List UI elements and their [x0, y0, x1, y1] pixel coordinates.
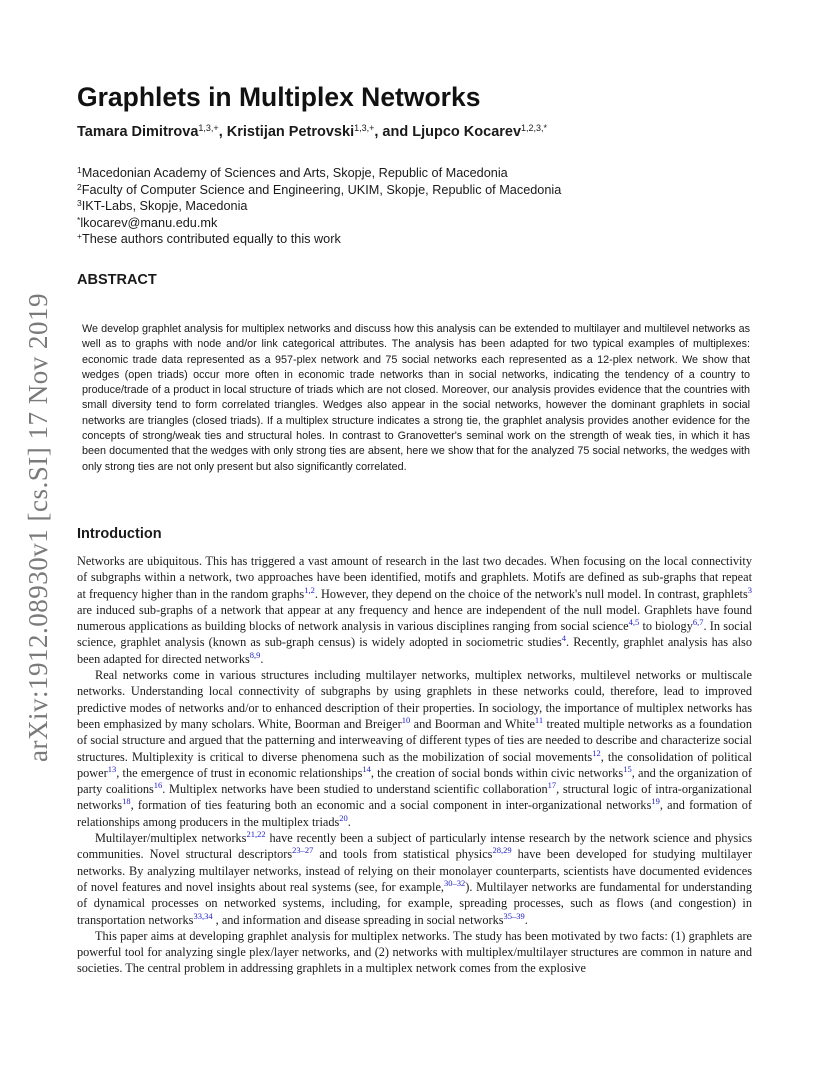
- citation-link[interactable]: 17: [547, 780, 557, 791]
- introduction-heading: Introduction: [77, 526, 162, 542]
- citation-link[interactable]: 14: [362, 763, 371, 774]
- author-separator: ,: [218, 124, 227, 140]
- affiliation-text: lkocarev@manu.edu.mk: [80, 215, 218, 230]
- affiliation-text: IKT-Labs, Skopje, Macedonia: [81, 199, 248, 213]
- intro-text: have been developed for studying multilayer networks. By analyzing multilayer networks, instead of relying on their monolayer counterparts, scientists have documented evidences of novel features and novel insights about real systems (see, for example,: [77, 847, 752, 894]
- paper-title: Graphlets in Multiplex Networks: [77, 82, 481, 112]
- abstract-text: We develop graphlet analysis for multiplex networks and discuss how this analysis can be extended to multilayer and multilevel networks as well as to graphs with node and/or link categorical attributes. The analysis has been adapted for two typical examples of multiplexes: economic trade data represented as a 957-plex network and 75 social networks each represented as a 12-plex network. We show that wedges (open triads) occur more often in economic trade networks than in social networks, indicating the tendency of a country to produce/trade of a product in local structure of triads which are not closed. Moreover, our analysis provides evidence that the countries with small diversity tend to form correlated triangles. Wedges also appear in the social networks, however the dominant graphlets in social networks are triangles (closed triads). If a multiplex structure indicates a strong tie, the graphlet analysis provides another evidence for the concepts of strong/weak ties and structural holes. In contrast to Granovetter's seminal work on the strength of weak ties, in which it has been documented that the wedges with only strong ties are absent, here we show that for the analyzed 75 social networks, the wedges with only strong ties are not only present but also significantly correlated.: [82, 323, 750, 473]
- affiliation-text: Macedonian Academy of Sciences and Arts, Skopje, Republic of Macedonia: [81, 166, 508, 180]
- citation-link[interactable]: 3: [747, 584, 752, 595]
- affiliation-mark: 1: [77, 165, 82, 175]
- intro-paragraph: [77, 928, 752, 977]
- citation-link[interactable]: 23–27: [292, 845, 314, 856]
- author-name: Kristijan Petrovski: [226, 124, 355, 140]
- intro-text: This paper aims at developing graphlet analysis for multiplex networks. The study has been motivated by two facts: (1) graphlets are powerful tool for analyzing single plex/layer networks, and (2) networks with multiplex/multilayer structures are common in nature and societies. The central problem in addressing graphlets in a multiplex network comes from the explosive: [77, 928, 752, 976]
- intro-paragraph: [77, 830, 752, 928]
- citation-link[interactable]: 11: [534, 714, 544, 725]
- citation-link[interactable]: 16: [153, 780, 163, 791]
- intro-text: , the creation of social bonds within civic networks: [370, 765, 624, 780]
- author-name: Ljupco Kocarev: [412, 124, 522, 140]
- citation-link[interactable]: 6,7: [692, 617, 704, 628]
- abstract-heading: ABSTRACT: [77, 272, 157, 288]
- affiliation-text: These authors contributed equally to this work: [81, 232, 341, 246]
- citation-link[interactable]: 1,2: [304, 584, 315, 595]
- intro-text: . Multiplex networks have been studied to understand scientific collaboration: [162, 782, 548, 797]
- author-list: [77, 124, 547, 140]
- intro-text: . In social science, graphlet analysis (known as sub-graph census) is widely adopted in sociometric studies: [77, 619, 752, 650]
- citation-link[interactable]: 4: [561, 633, 566, 644]
- intro-text: . However, they depend on the choice of the network's null model. In contrast, graphlets: [314, 586, 748, 601]
- intro-text: Real networks come in various structures including multilayer networks, multiplex networks, multilevel networks or multiscale networks. Understanding local connectivity of subgraphs by using graphlets in these networks could, therefore, lead to improved predictive modes of networks and/or to enhanced description of their properties. In sociology, the importance of multiplex networks has been emphasized by many scholars. White, Boorman and Breiger: [77, 668, 752, 731]
- citation-link[interactable]: 15: [623, 763, 632, 774]
- affiliation-mark: 2: [77, 181, 82, 192]
- intro-paragraph: [77, 667, 752, 830]
- citation-link[interactable]: 35–39: [503, 910, 525, 921]
- intro-text: , and the organization of party coalitions: [77, 765, 753, 797]
- intro-text: .: [347, 814, 351, 829]
- author-affiliation-marks: 1,3,+: [198, 123, 219, 133]
- affiliation-item: [77, 231, 561, 248]
- intro-text: treated multiple networks as a foundation of social structure and argued that the patterning and interweaving of different types of ties are needed to describe and characterize social structures. Multiplexity is critical to diverse phenomena such as the mobilization of social movements: [77, 716, 752, 764]
- intro-text: to biology: [639, 619, 693, 634]
- affiliation-list: [77, 165, 561, 248]
- citation-link[interactable]: 28,29: [492, 845, 512, 856]
- citation-link[interactable]: 21,22: [246, 829, 266, 840]
- affiliation-item: [77, 165, 561, 182]
- citation-link[interactable]: 13: [107, 763, 117, 774]
- introduction-body: [77, 553, 752, 977]
- citation-link[interactable]: 30–32: [443, 877, 466, 888]
- affiliation-item: [77, 215, 561, 232]
- intro-text: and tools from statistical physics: [313, 847, 493, 862]
- intro-text: ). Multilayer networks are fundamental for understanding of dynamical processes on networked systems, including, for example, spreading processes, such as flows (and congestion) in transportation networks: [77, 879, 752, 927]
- intro-text: , the emergence of trust in economic relationships: [116, 765, 363, 780]
- citation-link[interactable]: 10: [401, 714, 411, 725]
- intro-text: , the consolidation of political power: [77, 749, 752, 780]
- intro-text: .: [260, 651, 264, 666]
- intro-text: , and formation of relationships among producers in the multiplex triads: [77, 798, 752, 829]
- affiliation-text: Faculty of Computer Science and Engineering, UKIM, Skopje, Republic of Macedonia: [81, 182, 562, 197]
- citation-link[interactable]: 33,34: [193, 910, 213, 921]
- intro-text: are induced sub-graphs of a network that appear at any frequency and hence are independent of the null model. Graphlets have found numerous applications as building blocks of network analysis in various disciplines ranging from social science: [77, 602, 752, 634]
- citation-link[interactable]: 18: [122, 796, 131, 807]
- affiliation-mark: 3: [77, 198, 82, 208]
- citation-link[interactable]: 19: [651, 796, 660, 807]
- intro-text: Multilayer/multiplex networks: [95, 831, 247, 846]
- intro-paragraph: [77, 553, 752, 667]
- citation-link[interactable]: 4,5: [628, 617, 640, 628]
- arxiv-identifier-sidebar: [18, 292, 58, 762]
- citation-link[interactable]: 8,9: [249, 649, 261, 660]
- author-affiliation-marks: 1,3,+: [354, 123, 375, 133]
- intro-text: , structural logic of intra-organizational networks: [77, 782, 752, 813]
- intro-text: .: [524, 912, 528, 927]
- intro-text: and Boorman and White: [410, 716, 535, 731]
- affiliation-item: [77, 198, 561, 215]
- intro-text: , and information and disease spreading in social networks: [212, 912, 504, 927]
- citation-link[interactable]: 12: [592, 747, 601, 758]
- affiliation-mark: *: [77, 214, 81, 225]
- affiliation-mark: +: [77, 231, 82, 241]
- arxiv-id-text: arXiv:1912.08930v1 [cs.SI] 17 Nov 2019: [22, 292, 53, 762]
- author-name: Tamara Dimitrova: [77, 124, 199, 140]
- author-separator: , and: [374, 124, 413, 140]
- intro-text: Networks are ubiquitous. This has triggered a vast amount of research in the last two decades. When focusing on the local connectivity of subgraphs within a network, two approaches have been identified, motifs and graphlets. Motifs are defined as sub-graphs that repeat at frequency higher than in the random graphs: [77, 554, 752, 601]
- intro-text: . Recently, graphlet analysis has also been adapted for directed networks: [77, 635, 752, 666]
- affiliation-item: [77, 182, 561, 199]
- intro-text: , formation of ties featuring both an economic and a social component in inter-organizational networks: [130, 798, 652, 813]
- citation-link[interactable]: 20: [339, 812, 348, 823]
- intro-text: have recently been a subject of particularly intense research by the network science and physics communities. Novel structural descriptors: [77, 831, 752, 862]
- author-affiliation-marks: 1,2,3,*: [521, 123, 548, 133]
